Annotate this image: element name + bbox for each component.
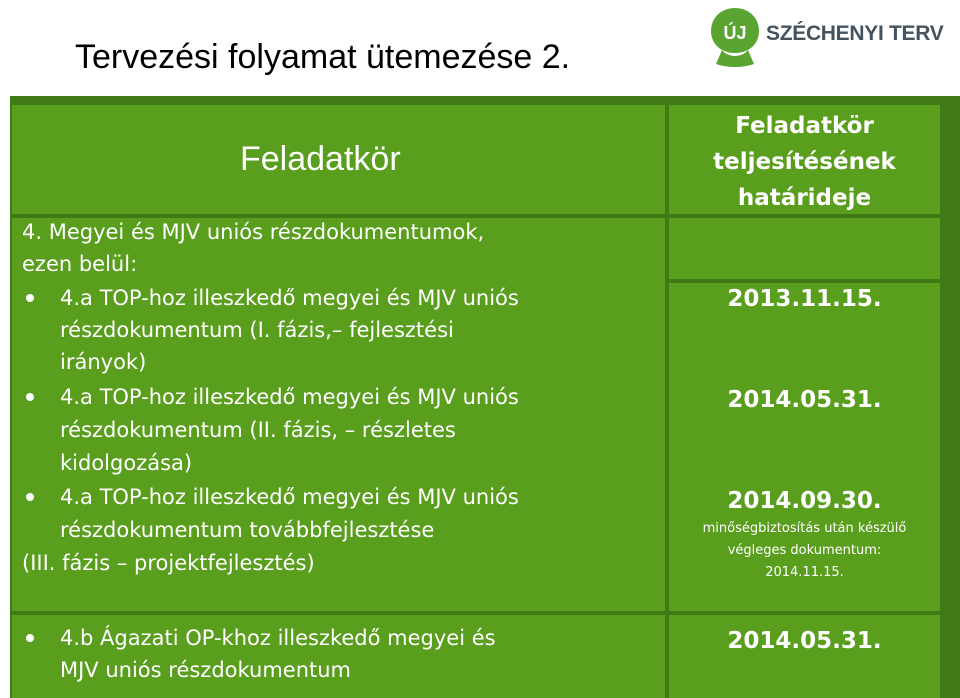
header-deadline-line: Feladatkör (735, 113, 874, 139)
bullet-icon (26, 493, 34, 501)
szechenyi-terv-logo (708, 6, 948, 70)
task-line: kidolgozása) (60, 451, 193, 475)
intro-line: 4. Megyei és MJV uniós részdokumentumok, (22, 220, 485, 244)
task-line: 4.b Ágazati OP-khoz illeszkedő megyei és (60, 626, 496, 650)
uj-badge-icon (708, 6, 762, 68)
bullet-icon (26, 634, 34, 642)
task-line: 4.a TOP-hoz illeszkedő megyei és MJV uniós (60, 485, 519, 509)
bullet-icon (26, 393, 34, 401)
header-deadline-label (669, 108, 940, 216)
header-deadline-line: határideje (737, 185, 872, 211)
intro-line: ezen belül: (22, 252, 138, 276)
deadline-note-line: minőségbiztosítás után készülő (702, 521, 907, 536)
task-line: részdokumentum továbbfejlesztése (60, 518, 435, 542)
deadline-cell-empty (669, 218, 940, 279)
task-line: részdokumentum (II. fázis, – részletes (60, 418, 456, 442)
task-line: irányok) (60, 350, 147, 374)
header-task-label: Feladatkör (240, 140, 401, 178)
task-line: részdokumentum (I. fázis,– fejlesztési (60, 318, 454, 342)
header-deadline-line: teljesítésének (713, 149, 896, 175)
deadline-note-line: 2014.11.15. (765, 565, 844, 580)
deadline-date: 2014.05.31. (727, 628, 882, 654)
task-line: 4.a TOP-hoz illeszkedő megyei és MJV uniós (60, 385, 519, 409)
logo-text: SZÉCHENYI TERV (766, 22, 944, 45)
deadline-date: 2014.09.30. (727, 488, 882, 514)
deadline-date: 2014.05.31. (727, 387, 882, 413)
task-line: (III. fázis – projektfejlesztés) (22, 551, 315, 575)
deadline-date: 2013.11.15. (727, 286, 882, 312)
deadline-cell-main (669, 283, 940, 611)
logo-mark: ÚJ (723, 23, 747, 43)
task-line: 4.a TOP-hoz illeszkedő megyei és MJV uniós (60, 286, 519, 310)
task-line: MJV uniós részdokumentum (60, 658, 352, 682)
slide-title: Tervezési folyamat ütemezése 2. (75, 38, 571, 76)
deadline-note-line: végleges dokumentum: (727, 543, 882, 558)
bullet-icon (26, 294, 34, 302)
